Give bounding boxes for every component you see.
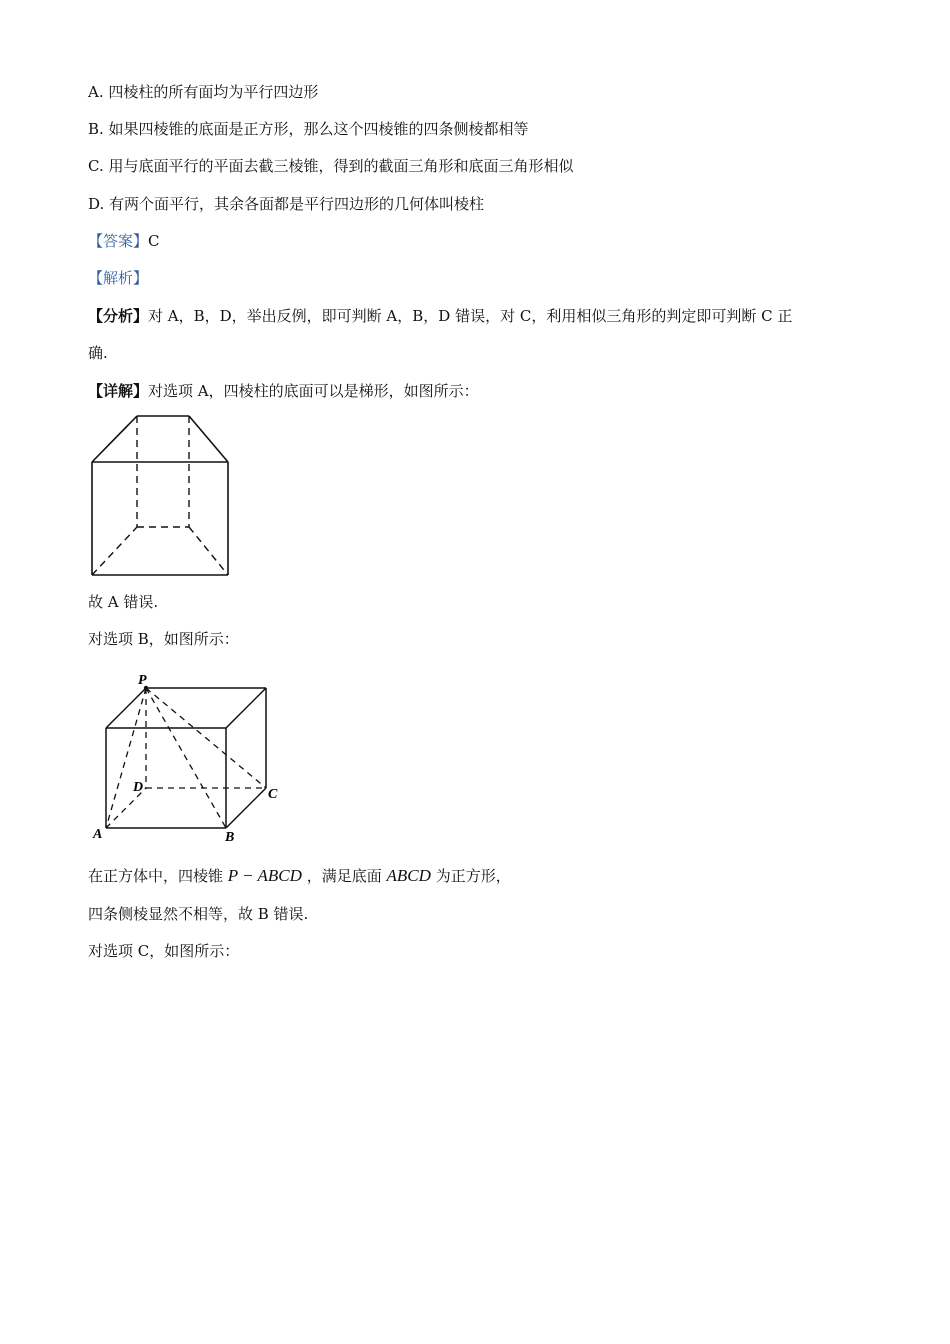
label-c: C bbox=[268, 787, 278, 802]
cube-text-pre: 在正方体中，四棱锥 bbox=[88, 867, 224, 885]
fenxi-text: 对 A，B，D，举出反例，即可判断 A，B，D 错误，对 C，利用相似三角形的判定即可判断 C 正 bbox=[148, 307, 793, 325]
conclusion-b: 四条侧棱显然不相等，故 B 错误. bbox=[88, 905, 309, 923]
cube-text-mid: ，满足底面 bbox=[306, 867, 382, 885]
label-a: A bbox=[93, 827, 103, 842]
label-p: P bbox=[138, 673, 147, 688]
cube-text-base: ABCD bbox=[386, 866, 431, 885]
option-b-intro: 对选项 B，如图所示： bbox=[88, 630, 239, 648]
option-a: A. 四棱柱的所有面均为平行四边形 bbox=[88, 83, 319, 101]
answer-value: C bbox=[148, 232, 160, 250]
cube-text-post: 为正方形， bbox=[435, 867, 511, 885]
label-b: B bbox=[225, 830, 235, 845]
option-c: C. 用与底面平行的平面去截三棱锥，得到的截面三角形和底面三角形相似 bbox=[88, 157, 574, 175]
fenxi-line-2: 确. bbox=[88, 344, 108, 362]
fenxi-tag: 【分析】 bbox=[88, 307, 149, 325]
detail-tag: 【详解】 bbox=[88, 382, 149, 400]
cube-text-line bbox=[88, 866, 511, 886]
label-d: D bbox=[133, 780, 144, 795]
conclusion-a: 故 A 错误. bbox=[88, 593, 159, 611]
option-d: D. 有两个面平行，其余各面都是平行四边形的几何体叫棱柱 bbox=[88, 195, 485, 213]
cube-text-pyramid: P − ABCD bbox=[227, 866, 302, 885]
analysis-tag: 【解析】 bbox=[88, 269, 149, 287]
option-c-intro: 对选项 C，如图所示： bbox=[88, 942, 240, 960]
option-b: B. 如果四棱锥的底面是正方形，那么这个四棱锥的四条侧棱都相等 bbox=[88, 120, 529, 138]
detail-text: 对选项 A，四棱柱的底面可以是梯形，如图所示： bbox=[148, 382, 479, 400]
answer-tag: 【答案】 bbox=[88, 232, 149, 250]
